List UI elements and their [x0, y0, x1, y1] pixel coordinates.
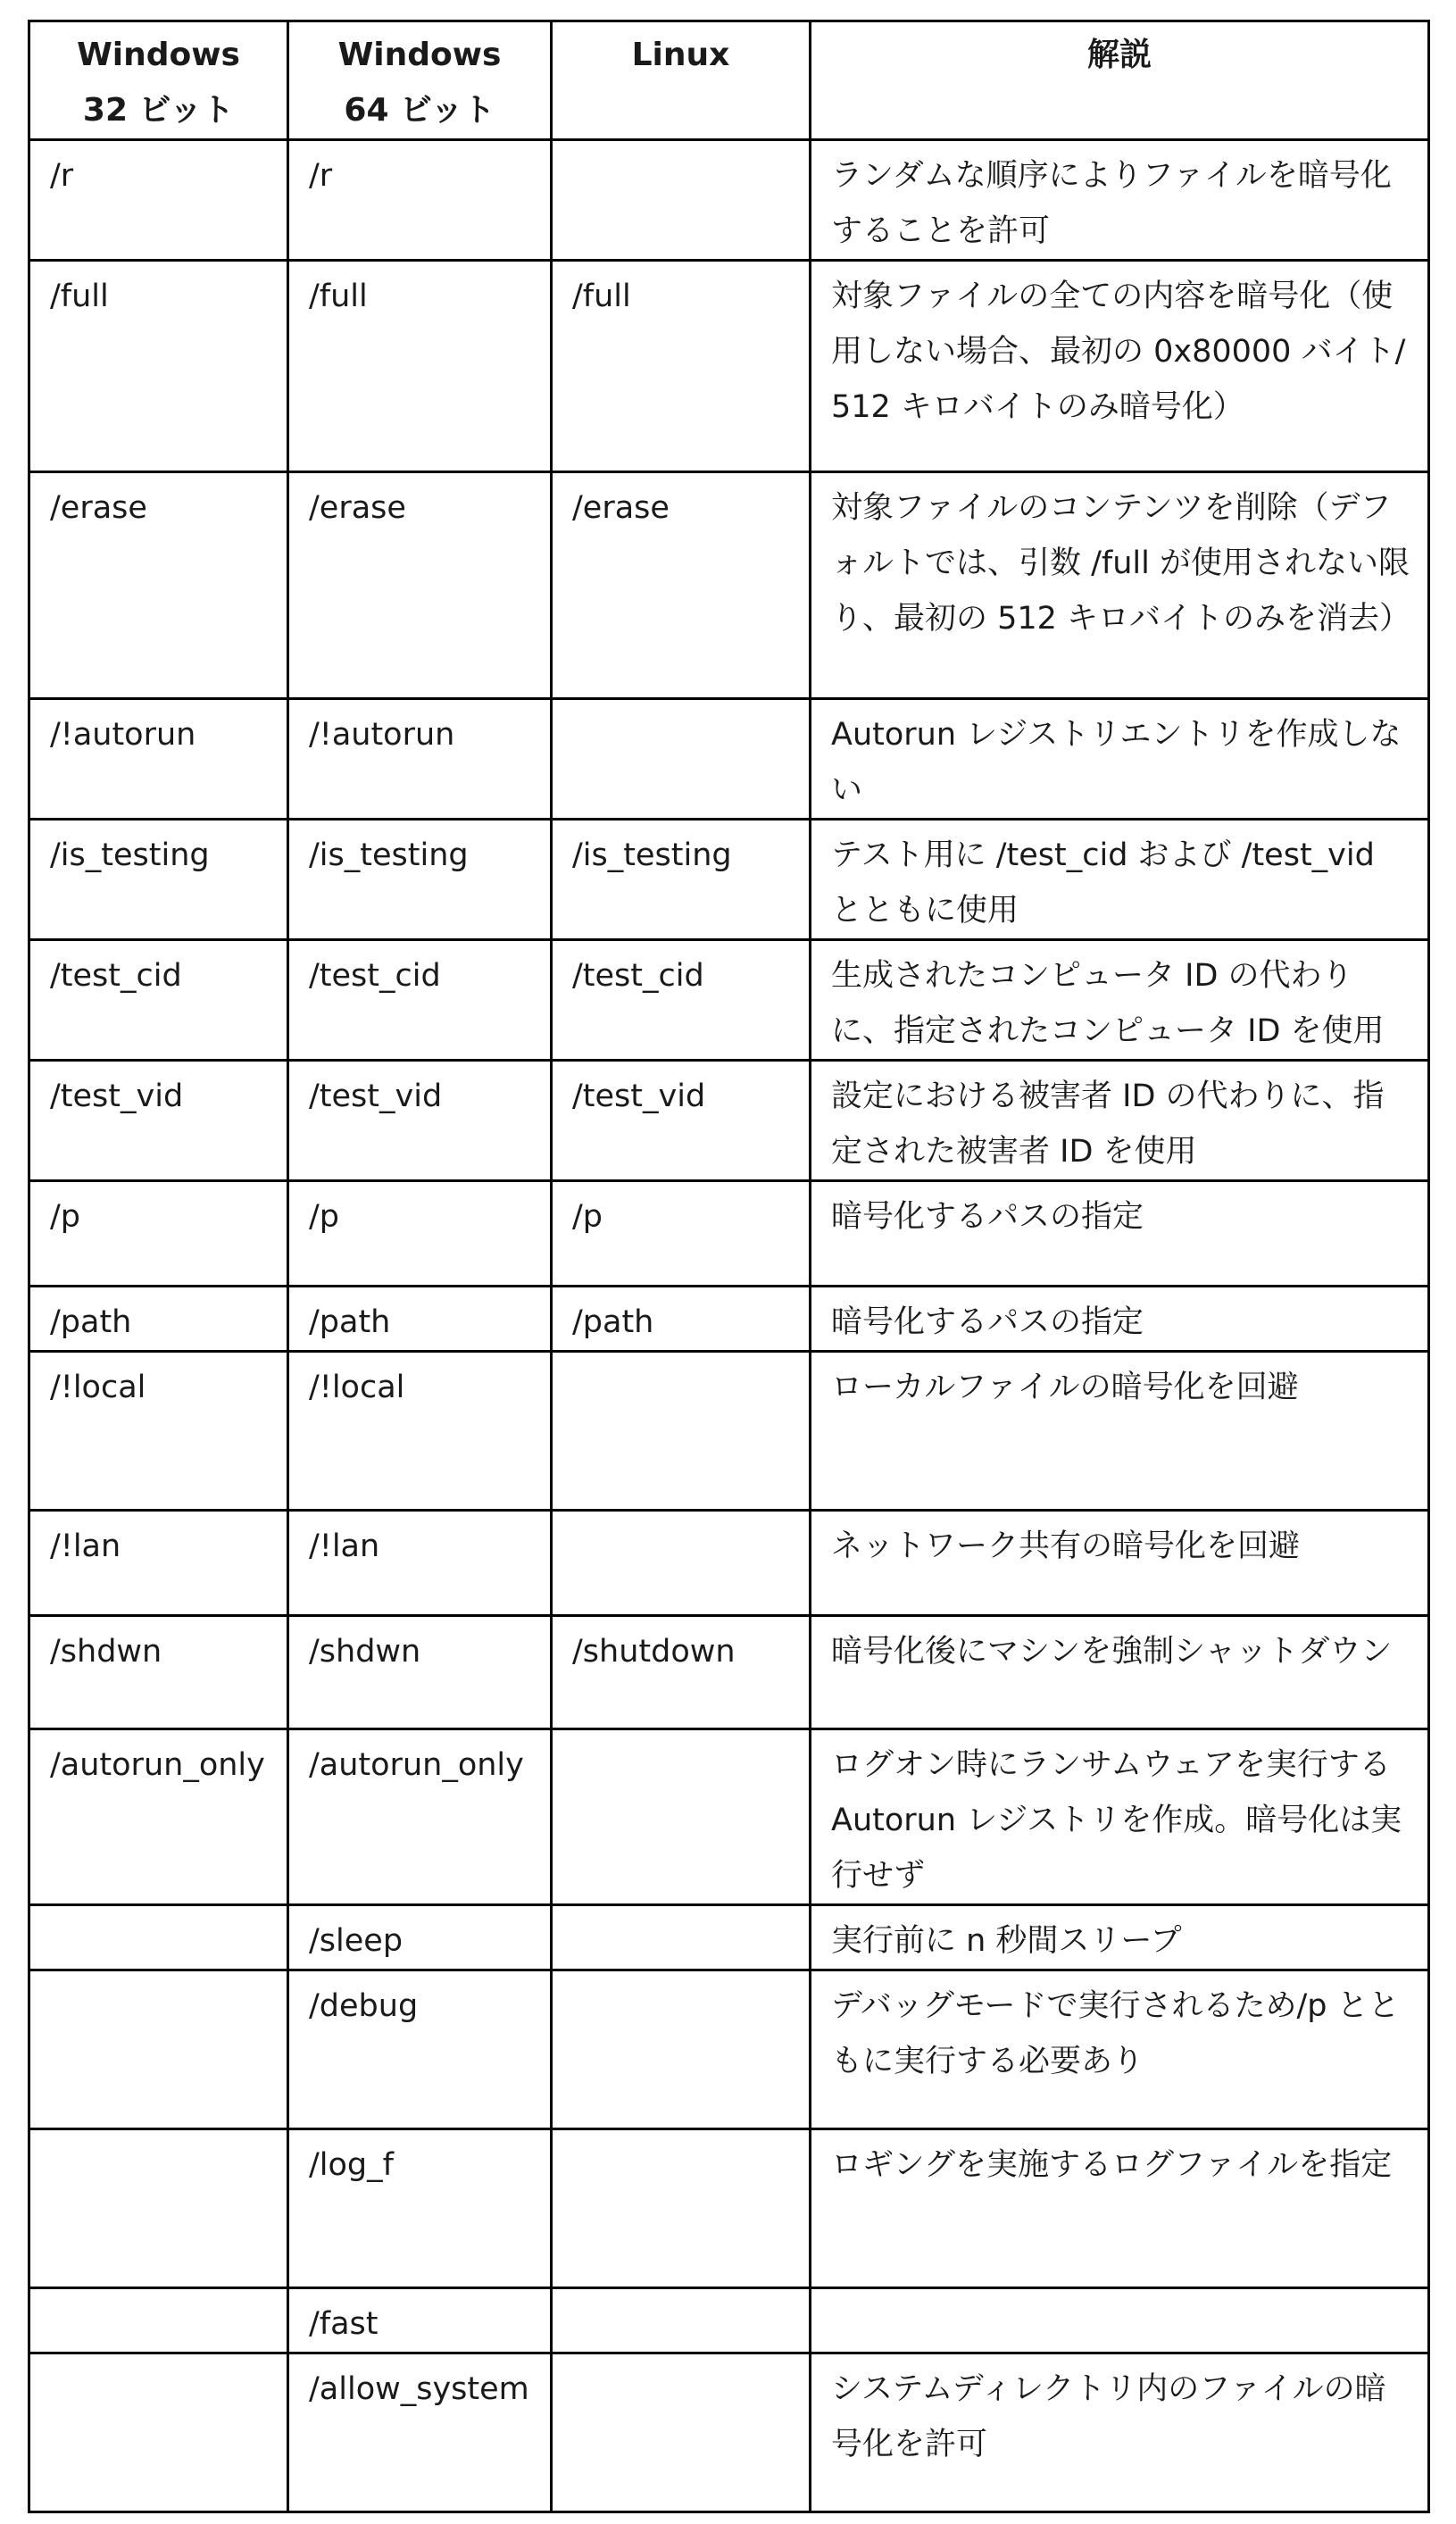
header-windows-32bit-line1: Windows — [77, 37, 240, 73]
table-row — [29, 2353, 1429, 2512]
header-windows-64bit — [288, 21, 552, 140]
cell-description: ロギングを実施するログファイルを指定 — [811, 2129, 1429, 2288]
table-row — [29, 1352, 1429, 1511]
cell-description: ランダムな順序によりファイルを暗号化することを許可 — [811, 140, 1429, 261]
cell-description: ローカルファイルの暗号化を回避 — [811, 1352, 1429, 1511]
cell-win32 — [29, 2353, 288, 2512]
cell-win32: /path — [29, 1287, 288, 1352]
cell-win64: /!lan — [288, 1511, 552, 1616]
table-row — [29, 1616, 1429, 1729]
cell-linux: /full — [552, 261, 811, 472]
cell-win64: /shdwn — [288, 1616, 552, 1729]
cell-linux: /p — [552, 1181, 811, 1287]
cell-linux — [552, 1729, 811, 1905]
cell-linux — [552, 2129, 811, 2288]
header-windows-64bit-line2: 64 ビット — [344, 92, 495, 129]
cell-win64: /allow_system — [288, 2353, 552, 2512]
table-row — [29, 699, 1429, 820]
cell-linux: /shutdown — [552, 1616, 811, 1729]
header-description: 解説 — [811, 21, 1429, 140]
table-row — [29, 1287, 1429, 1352]
cell-win32 — [29, 1905, 288, 1970]
table-header-row — [29, 21, 1429, 140]
cell-description: 暗号化後にマシンを強制シャットダウン — [811, 1616, 1429, 1729]
cell-description: システムディレクトリ内のファイルの暗号化を許可 — [811, 2353, 1429, 2512]
table-row — [29, 261, 1429, 472]
cell-win64: /fast — [288, 2288, 552, 2353]
table-row — [29, 1061, 1429, 1181]
cell-win64: /!local — [288, 1352, 552, 1511]
table-row — [29, 2288, 1429, 2353]
cell-linux: /erase — [552, 472, 811, 699]
cell-win64: /!autorun — [288, 699, 552, 820]
cell-linux — [552, 140, 811, 261]
cell-description: 設定における被害者 ID の代わりに、指定された被害者 ID を使用 — [811, 1061, 1429, 1181]
table-row — [29, 1729, 1429, 1905]
table-row — [29, 1181, 1429, 1287]
cell-description: ネットワーク共有の暗号化を回避 — [811, 1511, 1429, 1616]
cell-win32: /p — [29, 1181, 288, 1287]
cell-description: 暗号化するパスの指定 — [811, 1287, 1429, 1352]
table-row — [29, 820, 1429, 940]
cell-win32: /test_cid — [29, 940, 288, 1061]
cell-linux — [552, 699, 811, 820]
cell-linux — [552, 1905, 811, 1970]
cell-win64: /log_f — [288, 2129, 552, 2288]
cell-linux — [552, 2288, 811, 2353]
table-row — [29, 940, 1429, 1061]
cell-win32: /!lan — [29, 1511, 288, 1616]
cell-linux — [552, 1352, 811, 1511]
cell-win64: /erase — [288, 472, 552, 699]
cell-win64: /autorun_only — [288, 1729, 552, 1905]
cell-description: 対象ファイルのコンテンツを削除（デフォルトでは、引数 /full が使用されない限り、最初の 512 キロバイトのみを消去） — [811, 472, 1429, 699]
table-row — [29, 2129, 1429, 2288]
table-row — [29, 1511, 1429, 1616]
cell-win32: /r — [29, 140, 288, 261]
cell-description: 暗号化するパスの指定 — [811, 1181, 1429, 1287]
cell-linux — [552, 2353, 811, 2512]
cell-win32: /!local — [29, 1352, 288, 1511]
cell-linux: /is_testing — [552, 820, 811, 940]
cell-win64: /full — [288, 261, 552, 472]
cell-win32: /full — [29, 261, 288, 472]
table-row — [29, 1905, 1429, 1970]
cell-win32: /test_vid — [29, 1061, 288, 1181]
header-windows-64bit-line1: Windows — [337, 37, 502, 73]
cell-win64: /debug — [288, 1970, 552, 2129]
header-windows-32bit-line2: 32 ビット — [82, 92, 235, 129]
cell-win32: /erase — [29, 472, 288, 699]
table-row — [29, 1970, 1429, 2129]
cell-description: ログオン時にランサムウェアを実行する Autorun レジストリを作成。暗号化は実行せず — [811, 1729, 1429, 1905]
cell-win32 — [29, 2129, 288, 2288]
cell-win32: /!autorun — [29, 699, 288, 820]
cell-description: 生成されたコンピュータ ID の代わりに、指定されたコンピュータ ID を使用 — [811, 940, 1429, 1061]
cell-description: 実行前に n 秒間スリープ — [811, 1905, 1429, 1970]
cell-win64: /test_vid — [288, 1061, 552, 1181]
cell-win32: /autorun_only — [29, 1729, 288, 1905]
table-row — [29, 140, 1429, 261]
cell-win64: /is_testing — [288, 820, 552, 940]
cell-description: テスト用に /test_cid および /test_vid とともに使用 — [811, 820, 1429, 940]
command-line-arguments-table — [28, 20, 1430, 2513]
cell-description — [811, 2288, 1429, 2353]
cell-linux: /test_cid — [552, 940, 811, 1061]
cell-description: デバッグモードで実行されるため/p とともに実行する必要あり — [811, 1970, 1429, 2129]
cell-win64: /path — [288, 1287, 552, 1352]
cell-linux — [552, 1970, 811, 2129]
cell-description: 対象ファイルの全ての内容を暗号化（使用しない場合、最初の 0x80000 バイト/512 キロバイトのみ暗号化） — [811, 261, 1429, 472]
header-linux: Linux — [552, 21, 811, 140]
cell-win32: /is_testing — [29, 820, 288, 940]
cell-linux — [552, 1511, 811, 1616]
cell-win32 — [29, 1970, 288, 2129]
cell-win64: /sleep — [288, 1905, 552, 1970]
cell-win32: /shdwn — [29, 1616, 288, 1729]
table-row — [29, 472, 1429, 699]
header-windows-32bit — [29, 21, 288, 140]
cell-win64: /p — [288, 1181, 552, 1287]
cell-win64: /r — [288, 140, 552, 261]
cell-description: Autorun レジストリエントリを作成しない — [811, 699, 1429, 820]
cell-win64: /test_cid — [288, 940, 552, 1061]
cell-linux: /test_vid — [552, 1061, 811, 1181]
cell-linux: /path — [552, 1287, 811, 1352]
cell-win32 — [29, 2288, 288, 2353]
